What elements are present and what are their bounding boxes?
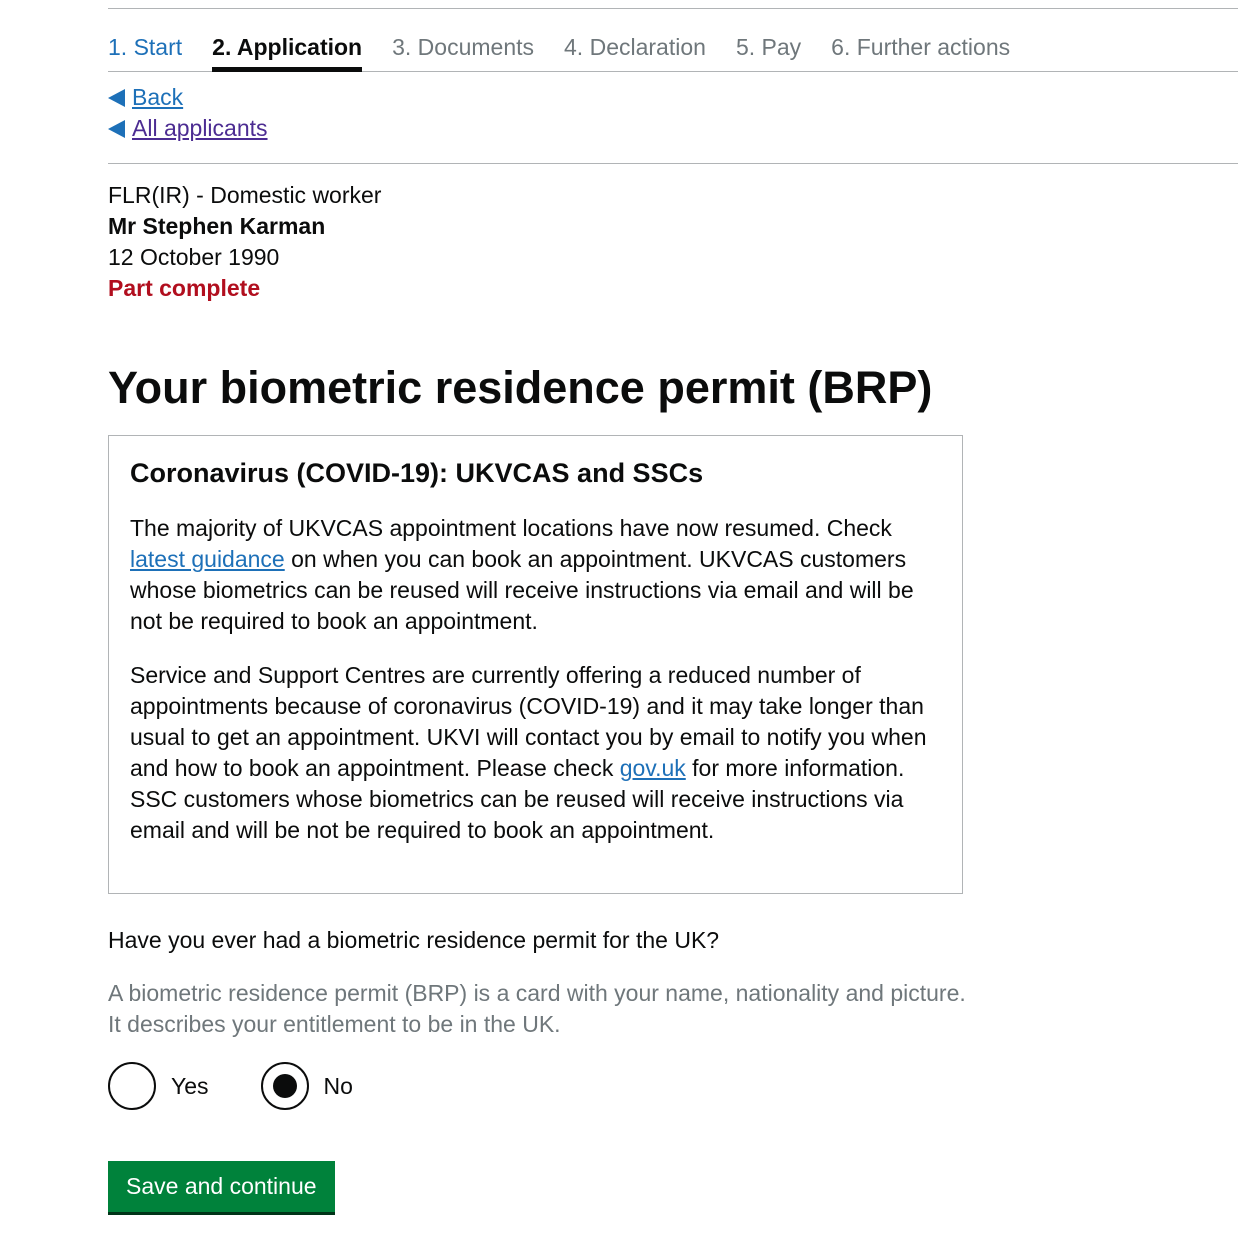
page-title: Your biometric residence permit (BRP): [108, 362, 933, 413]
gov-uk-link[interactable]: gov.uk: [619, 755, 686, 781]
all-applicants-link[interactable]: [108, 113, 268, 144]
applicant-summary: [108, 180, 381, 304]
step-declaration: 4. Declaration: [564, 34, 706, 60]
application-type: FLR(IR) - Domestic worker: [108, 182, 382, 208]
notice-paragraph-ssc: Service and Support Centres are currently offering a reduced number of appointments because of coronavirus (COVID-19) and it may take longer than usual to get an appointment. UKVI will contact you by email to notify you when and how to book an appointment. Please check gov.uk for more information. SSC customers whose biometrics can be reused will receive instructions via email and will be not be required to book an appointment.: [130, 662, 927, 843]
all-applicants-link-label: All applicants: [132, 115, 268, 141]
radio-no-label[interactable]: No: [323, 1072, 353, 1099]
brp-radio-group: [108, 1062, 405, 1110]
triangle-left-icon: [108, 120, 125, 138]
step-application: 2. Application: [212, 30, 362, 72]
save-and-continue-button[interactable]: Save and continue: [108, 1161, 335, 1212]
triangle-left-icon: [108, 89, 125, 107]
latest-guidance-link[interactable]: latest guidance: [130, 546, 285, 572]
step-start[interactable]: 1. Start: [108, 34, 183, 60]
covid-notice-panel: [108, 435, 963, 894]
radio-yes[interactable]: [108, 1062, 209, 1110]
brp-question: Have you ever had a biometric residence permit for the UK?: [108, 927, 720, 953]
back-links: [108, 82, 268, 144]
step-documents: 3. Documents: [392, 34, 535, 60]
notice-title: Coronavirus (COVID-19): UKVCAS and SSCs: [130, 458, 704, 488]
step-pay: 5. Pay: [735, 34, 802, 60]
radio-no-circle[interactable]: [261, 1062, 309, 1110]
notice-paragraph-ukvcas: The majority of UKVCAS appointment locations have now resumed. Check latest guidance on when you can book an appointment. UKVCAS customers whose biometrics can be reused will receive instructions via email and will be not be required to book an appointment.: [130, 515, 914, 634]
radio-no[interactable]: [261, 1062, 353, 1110]
status-badge: Part complete: [108, 275, 261, 301]
top-divider: [108, 8, 1238, 9]
radio-yes-label[interactable]: Yes: [171, 1072, 209, 1099]
radio-yes-circle[interactable]: [108, 1062, 156, 1110]
back-link[interactable]: [108, 82, 268, 113]
applicant-name: Mr Stephen Karman: [108, 213, 326, 239]
applicant-dob: 12 October 1990: [108, 244, 280, 270]
section-divider: [108, 163, 1238, 164]
progress-steps: [108, 30, 1238, 72]
radio-selected-dot: [273, 1074, 297, 1098]
step-further-actions: 6. Further actions: [831, 34, 1011, 60]
brp-hint: A biometric residence permit (BRP) is a card with your name, nationality and picture. It describes your entitlement to be in the UK.: [108, 980, 966, 1037]
back-link-label: Back: [132, 84, 184, 110]
